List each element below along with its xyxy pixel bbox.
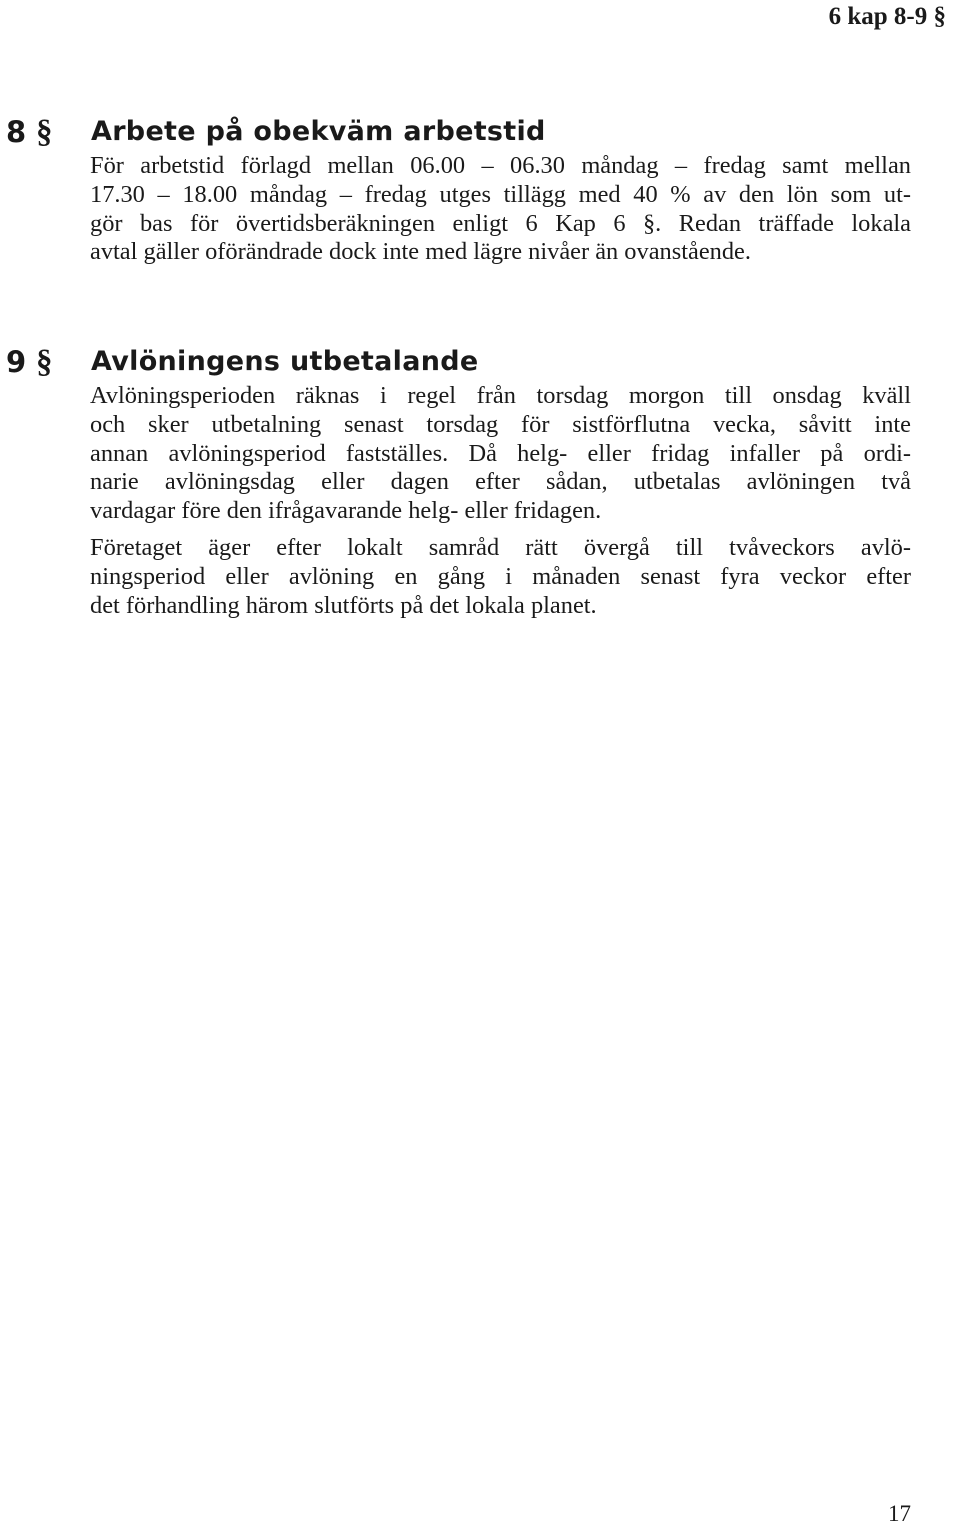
text-line: 17.30 – 18.00 måndag – fredag utges tillägg med 40 % av den lön som ut- bbox=[90, 180, 911, 208]
text-line: annan avlöningsperiod fastställes. Då helg- eller fridag infaller på ordi- bbox=[90, 439, 911, 467]
text-line: det förhandling härom slutförts på det lokala planet. bbox=[90, 591, 597, 619]
text-line: vardagar före den ifrågavarande helg- eller fridagen. bbox=[90, 497, 602, 525]
text-line: Avlöningsperioden räknas i regel från torsdag morgon till onsdag kväll bbox=[90, 382, 911, 409]
section-paragraph bbox=[90, 534, 911, 620]
section-number: 9 bbox=[6, 345, 27, 379]
section-paragraph bbox=[90, 382, 911, 526]
section-heading bbox=[0, 112, 960, 152]
text-line: För arbetstid förlagd mellan 06.00 – 06.30 måndag – fredag samt mellan bbox=[90, 152, 911, 179]
running-header: 6 kap 8-9 § bbox=[828, 3, 946, 30]
section-heading bbox=[0, 342, 960, 382]
section-sign-icon: § bbox=[36, 344, 53, 380]
text-line: avtal gäller oförändrade dock inte med lägre nivåer än ovanstående. bbox=[90, 238, 751, 266]
section-number: 8 bbox=[6, 115, 27, 149]
text-line: och sker utbetalning senast torsdag för sistförflutna vecka, såvitt inte bbox=[90, 410, 911, 438]
text-line: gör bas för övertidsberäkningen enligt 6 Kap 6 §. Redan träffade lokala bbox=[90, 209, 911, 237]
text-line: Företaget äger efter lokalt samråd rätt övergå till tvåveckors avlö- bbox=[90, 533, 911, 561]
text-line: narie avlöningsdag eller dagen efter sådan, utbetalas avlöningen två bbox=[90, 468, 911, 496]
section-sign-icon: § bbox=[36, 114, 53, 150]
section-9 bbox=[0, 342, 960, 620]
section-title: Avlöningens utbetalande bbox=[91, 346, 479, 377]
section-paragraph bbox=[90, 152, 911, 267]
section-8 bbox=[0, 112, 960, 267]
page-number: 17 bbox=[888, 1501, 911, 1526]
text-line: ningsperiod eller avlöning en gång i månaden senast fyra veckor efter bbox=[90, 562, 911, 590]
section-title: Arbete på obekväm arbetstid bbox=[91, 116, 546, 147]
